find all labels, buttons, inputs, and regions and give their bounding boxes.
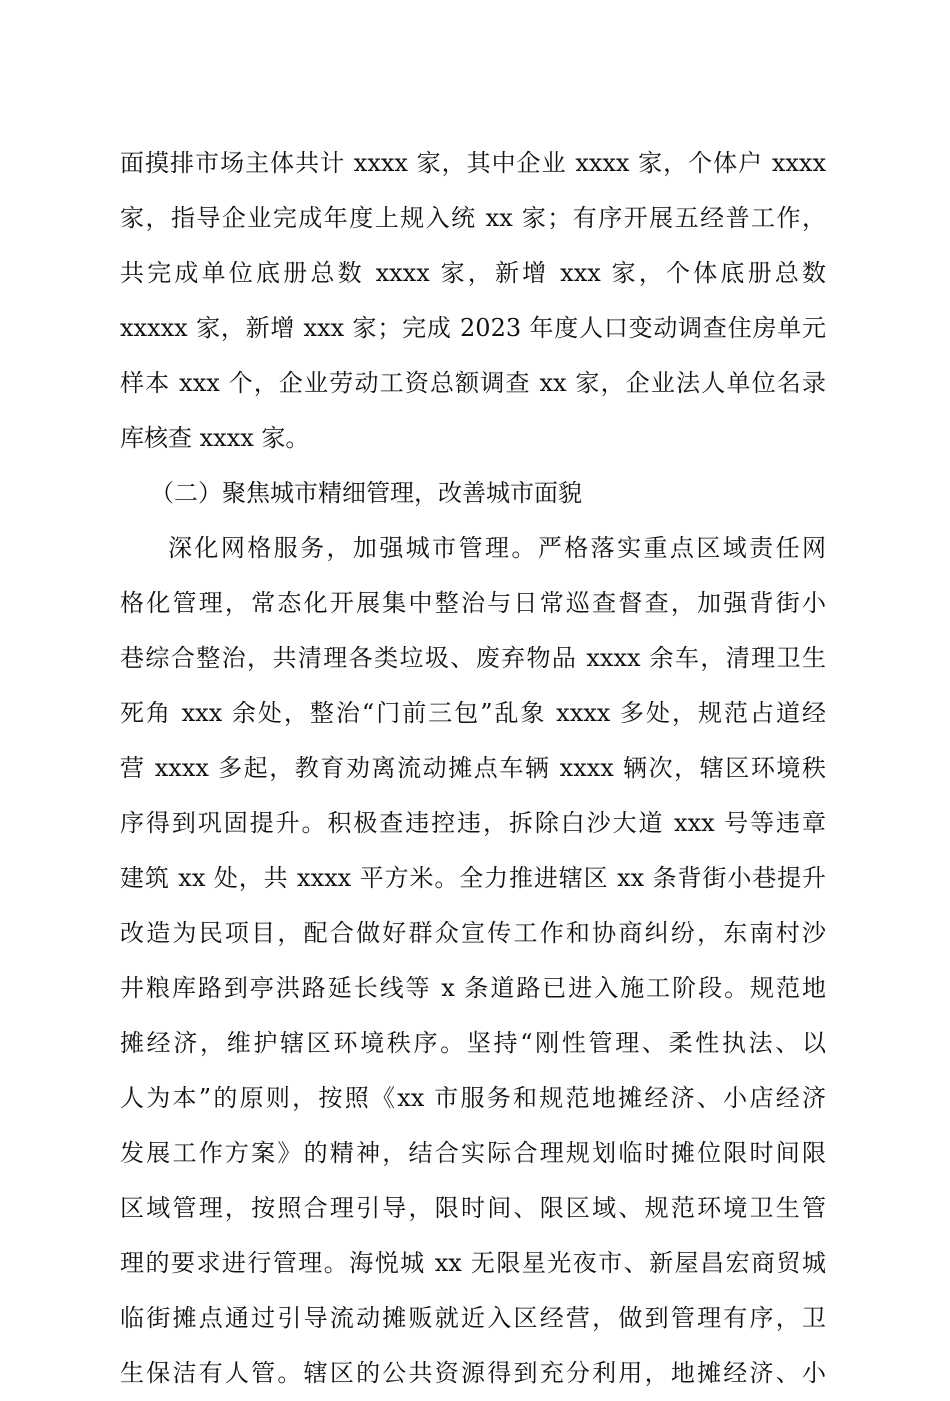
paragraph-line: 生保洁有人管。辖区的公共资源得到充分利用，地摊经济、小 [120, 1359, 826, 1387]
paragraph-line: 发展工作方案》的精神，结合实际合理规划临时摊位限时间限 [120, 1139, 826, 1167]
paragraph-line: 库核查 xxxx 家。 [120, 424, 310, 452]
paragraph-line: 建筑 xx 处，共 xxxx 平方米。全力推进辖区 xx 条背街小巷提升 [120, 864, 826, 892]
paragraph-line: 共完成单位底册总数 xxxx 家，新增 xxx 家，个体底册总数 [120, 259, 826, 287]
section-heading: （二）聚焦城市精细管理，改善城市面貌 [150, 479, 582, 507]
paragraph-line: 序得到巩固提升。积极查违控违，拆除白沙大道 xxx 号等违章 [120, 809, 826, 837]
paragraph-line: 家，指导企业完成年度上规入统 xx 家；有序开展五经普工作， [120, 204, 826, 232]
paragraph-line: 死角 xxx 余处，整治“门前三包”乱象 xxxx 多处，规范占道经 [120, 699, 826, 727]
paragraph-line: 人为本”的原则，按照《xx 市服务和规范地摊经济、小店经济 [120, 1084, 826, 1112]
paragraph-line: 改造为民项目，配合做好群众宣传工作和协商纠纷，东南村沙 [120, 919, 826, 947]
paragraph-line: 井粮库路到亭洪路延长线等 x 条道路已进入施工阶段。规范地 [120, 974, 826, 1002]
paragraph-line: 摊经济，维护辖区环境秩序。坚持“刚性管理、柔性执法、以 [120, 1029, 826, 1057]
paragraph-line: 格化管理，常态化开展集中整治与日常巡查督查，加强背街小 [120, 589, 826, 617]
paragraph-line: 临街摊点通过引导流动摊贩就近入区经营，做到管理有序，卫 [120, 1304, 826, 1332]
paragraph-line: 营 xxxx 多起，教育劝离流动摊点车辆 xxxx 辆次，辖区环境秩 [120, 754, 826, 782]
paragraph-line: 区域管理，按照合理引导，限时间、限区域、规范环境卫生管 [120, 1194, 826, 1222]
paragraph-market-survey [120, 136, 826, 466]
paragraph-line: xxxxx 家，新增 xxx 家；完成 2023 年度人口变动调查住房单元 [120, 314, 826, 342]
paragraph-line: 面摸排市场主体共计 xxxx 家，其中企业 xxxx 家，个体户 xxxx [120, 149, 826, 177]
paragraph-line: 深化网格服务，加强城市管理。严格落实重点区域责任网 [168, 534, 826, 562]
paragraph-city-management [120, 521, 826, 1401]
paragraph-line: 巷综合整治，共清理各类垃圾、废弃物品 xxxx 余车，清理卫生 [120, 644, 826, 672]
paragraph-line: 理的要求进行管理。海悦城 xx 无限星光夜市、新屋昌宏商贸城 [120, 1249, 826, 1277]
paragraph-line: 样本 xxx 个，企业劳动工资总额调查 xx 家，企业法人单位名录 [120, 369, 826, 397]
document-body [120, 136, 826, 1401]
